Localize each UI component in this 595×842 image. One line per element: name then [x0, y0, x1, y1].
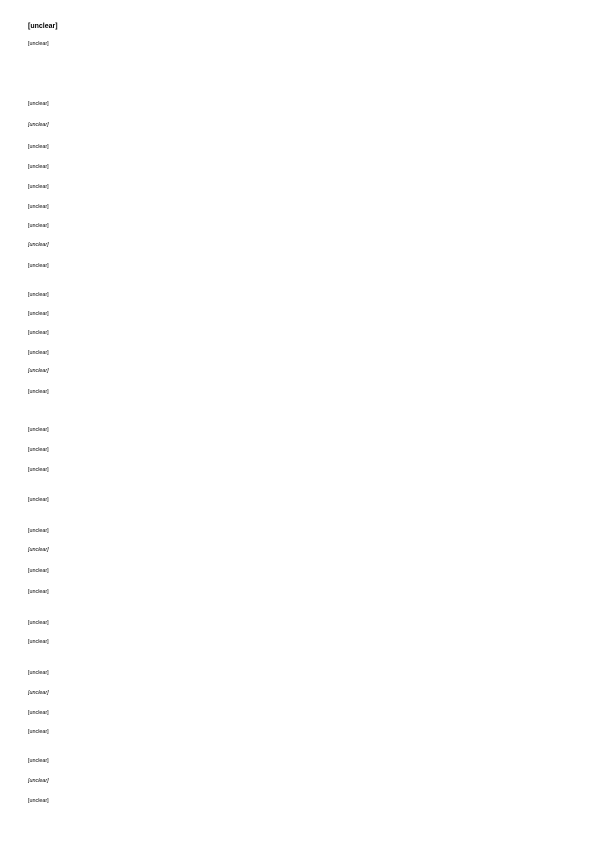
- list-item: [unclear]: [28, 639, 49, 645]
- list-item: [unclear]: [28, 292, 49, 298]
- list-item: [unclear]: [28, 223, 49, 229]
- list-item: [unclear]: [28, 528, 49, 534]
- list-item: [unclear]: [28, 311, 49, 317]
- list-item: [unclear]: [28, 263, 49, 269]
- paragraph: [unclear]: [28, 41, 49, 47]
- list-item: [unclear]: [28, 589, 49, 595]
- list-item: [unclear]: [28, 389, 49, 395]
- list-item-heading: [unclear]: [28, 368, 49, 374]
- list-item: [unclear]: [28, 758, 49, 764]
- list-item: [unclear]: [28, 144, 49, 150]
- list-item: [unclear]: [28, 798, 49, 804]
- list-item: [unclear]: [28, 427, 49, 433]
- list-item: [unclear]: [28, 497, 49, 503]
- list-item: [unclear]: [28, 330, 49, 336]
- list-item: [unclear]: [28, 350, 49, 356]
- list-item: [unclear]: [28, 164, 49, 170]
- list-item: [unclear]: [28, 184, 49, 190]
- list-item-heading: [unclear]: [28, 242, 49, 248]
- list-item: [unclear]: [28, 670, 49, 676]
- list-item: [unclear]: [28, 729, 49, 735]
- list-item: [unclear]: [28, 447, 49, 453]
- list-item: [unclear]: [28, 467, 49, 473]
- list-item: [unclear]: [28, 620, 49, 626]
- list-item-heading: [unclear]: [28, 547, 49, 553]
- page-title: [unclear]: [28, 23, 58, 30]
- list-item: [unclear]: [28, 710, 49, 716]
- list-item: [unclear]: [28, 204, 49, 210]
- paragraph: [unclear]: [28, 101, 49, 107]
- list-item-heading: [unclear]: [28, 690, 49, 696]
- list-item-heading: [unclear]: [28, 778, 49, 784]
- list-item: [unclear]: [28, 568, 49, 574]
- list-item-heading: [unclear]: [28, 122, 49, 128]
